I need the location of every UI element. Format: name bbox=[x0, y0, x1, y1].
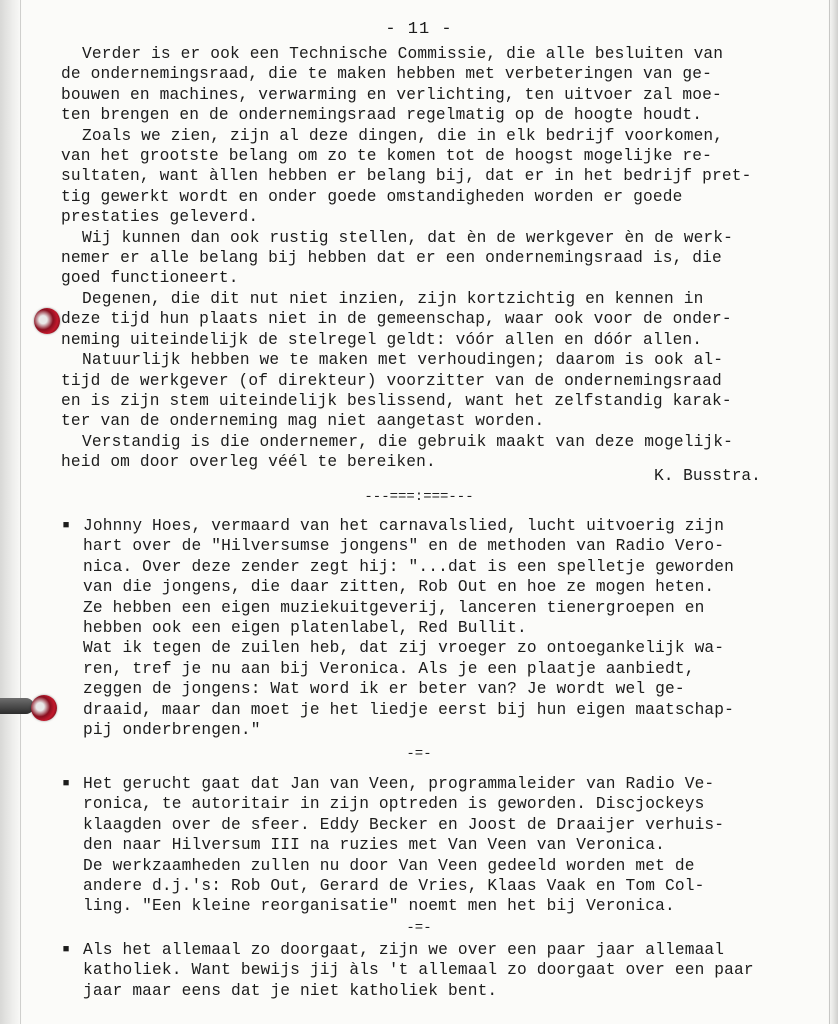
article-line: bouwen en machines, verwarming en verlichting, ten uitvoer zal moe- bbox=[61, 85, 722, 104]
article-line: tijd de werkgever (of direkteur) voorzitter van de ondernemingsraad bbox=[61, 371, 722, 390]
news-line: pij onderbrengen." bbox=[83, 721, 261, 740]
news-line: Wat ik tegen de zuilen heb, dat zij vroeger zo ontoegankelijk wa- bbox=[83, 639, 725, 658]
news-line: klaagden over de sfeer. Eddy Becker en Joost de Draaijer verhuis- bbox=[83, 815, 725, 834]
binder-clip-icon bbox=[0, 698, 34, 714]
news-line: Johnny Hoes, vermaard van het carnavalslied, lucht uitvoerig zijn bbox=[83, 517, 725, 535]
article-line: Degenen, die dit nut niet inzien, zijn kortzichtig en kennen in bbox=[82, 289, 704, 308]
news-line: ronica, te autoritair in zijn optreden is geworden. Discjockeys bbox=[83, 795, 705, 814]
news-item bbox=[61, 516, 734, 740]
news-line: Het gerucht gaat dat Jan van Veen, programmaleider van Radio Ve- bbox=[83, 775, 715, 793]
article-line: neming uiteindelijk de stelregel geldt: vóór allen en dóór allen. bbox=[61, 330, 703, 349]
bullet-icon: ■ bbox=[62, 944, 70, 956]
article-line: deze tijd hun plaats niet in de gemeenschap, waar ook voor de onder- bbox=[61, 310, 732, 329]
page-right-rule bbox=[829, 0, 830, 1024]
article-line: van het grootste belang om zo te komen tot de hoogst mogelijke re- bbox=[61, 147, 713, 166]
article-line: Wij kunnen dan ook rustig stellen, dat èn de werkgever èn de werk- bbox=[82, 228, 734, 247]
article-body bbox=[61, 44, 752, 473]
article-line: ten brengen en de ondernemingsraad regelmatig op de hoogte houdt. bbox=[61, 106, 703, 125]
author-signature: K. Busstra. bbox=[654, 467, 761, 485]
page-margin-rule bbox=[20, 0, 21, 1024]
news-line: jaar maar eens dat je niet katholiek bent. bbox=[83, 981, 498, 1000]
news-line: zeggen de jongens: Wat word ik er beter van? Je wordt wel ge- bbox=[83, 680, 685, 699]
item-separator: -=- bbox=[406, 920, 432, 936]
page-left-edge-shadow bbox=[0, 0, 22, 1024]
article-line: tig gewerkt wordt en onder goede omstandigheden worden er goede bbox=[61, 187, 683, 206]
item-separator: -=- bbox=[406, 746, 432, 762]
news-line: Ze hebben een eigen muziekuitgeverij, lanceren tienergroepen en bbox=[83, 598, 705, 617]
news-line: Als het allemaal zo doorgaat, zijn we over een paar jaar allemaal bbox=[83, 941, 725, 959]
news-item bbox=[61, 940, 754, 1001]
bullet-icon: ■ bbox=[62, 778, 70, 790]
article-line: prestaties geleverd. bbox=[61, 208, 259, 227]
news-line: andere d.j.'s: Rob Out, Gerard de Vries, Klaas Vaak en Tom Col- bbox=[83, 877, 705, 896]
article-line: Zoals we zien, zijn al deze dingen, die in elk bedrijf voorkomen, bbox=[82, 126, 724, 145]
article-line: Verstandig is die ondernemer, die gebruik maakt van deze mogelijk- bbox=[82, 432, 734, 451]
news-line: van die jongens, die daar zitten, Rob Out en hoe ze mogen heten. bbox=[83, 578, 715, 597]
article-line: nemer er alle belang bij hebben dat er een ondernemingsraad is, die bbox=[61, 249, 722, 268]
news-line: hart over de "Hilversumse jongens" en de methoden van Radio Vero- bbox=[83, 537, 725, 556]
news-line: ling. "Een kleine reorganisatie" noemt men het bij Veronica. bbox=[83, 897, 675, 916]
article-line: heid om door overleg véél te bereiken. bbox=[61, 453, 436, 472]
article-line: Natuurlijk hebben we te maken met verhoudingen; daarom is ook al- bbox=[82, 351, 724, 370]
news-line: draaid, maar dan moet je het liedje eerst bij hun eigen maatschap- bbox=[83, 700, 735, 719]
bullet-icon: ■ bbox=[62, 520, 70, 532]
news-line: ren, tref je nu aan bij Veronica. Als je een plaatje aanbiedt, bbox=[83, 659, 695, 678]
news-line: den naar Hilversum III na ruzies met Van Veen van Veronica. bbox=[83, 836, 665, 855]
page-number: - 11 - bbox=[385, 20, 453, 39]
binder-ring-icon bbox=[31, 695, 57, 721]
news-line: De werkzaamheden zullen nu door Van Veen gedeeld worden met de bbox=[83, 856, 695, 875]
binder-ring-icon bbox=[34, 308, 60, 334]
article-line: ter van de onderneming mag niet aangetast worden. bbox=[61, 412, 545, 431]
article-line: goed functioneert. bbox=[61, 269, 239, 288]
news-line: hebben ook een eigen platenlabel, Red Bullit. bbox=[83, 619, 527, 638]
news-item bbox=[61, 774, 724, 917]
news-line: nica. Over deze zender zegt hij: "...dat is een spelletje geworden bbox=[83, 557, 735, 576]
article-line: de ondernemingsraad, die te maken hebben met verbeteringen van ge- bbox=[61, 65, 713, 84]
article-line: sultaten, want àllen hebben er belang bij, dat er in het bedrijf pret- bbox=[61, 167, 752, 186]
article-line: Verder is er ook een Technische Commissie, die alle besluiten van bbox=[82, 45, 724, 63]
article-line: en is zijn stem uiteindelijk beslissend, want het zelfstandig karak- bbox=[61, 391, 732, 410]
section-separator: ---===:===--- bbox=[364, 489, 474, 505]
news-line: katholiek. Want bewijs jij àls 't allemaal zo doorgaat over een paar bbox=[83, 961, 754, 980]
